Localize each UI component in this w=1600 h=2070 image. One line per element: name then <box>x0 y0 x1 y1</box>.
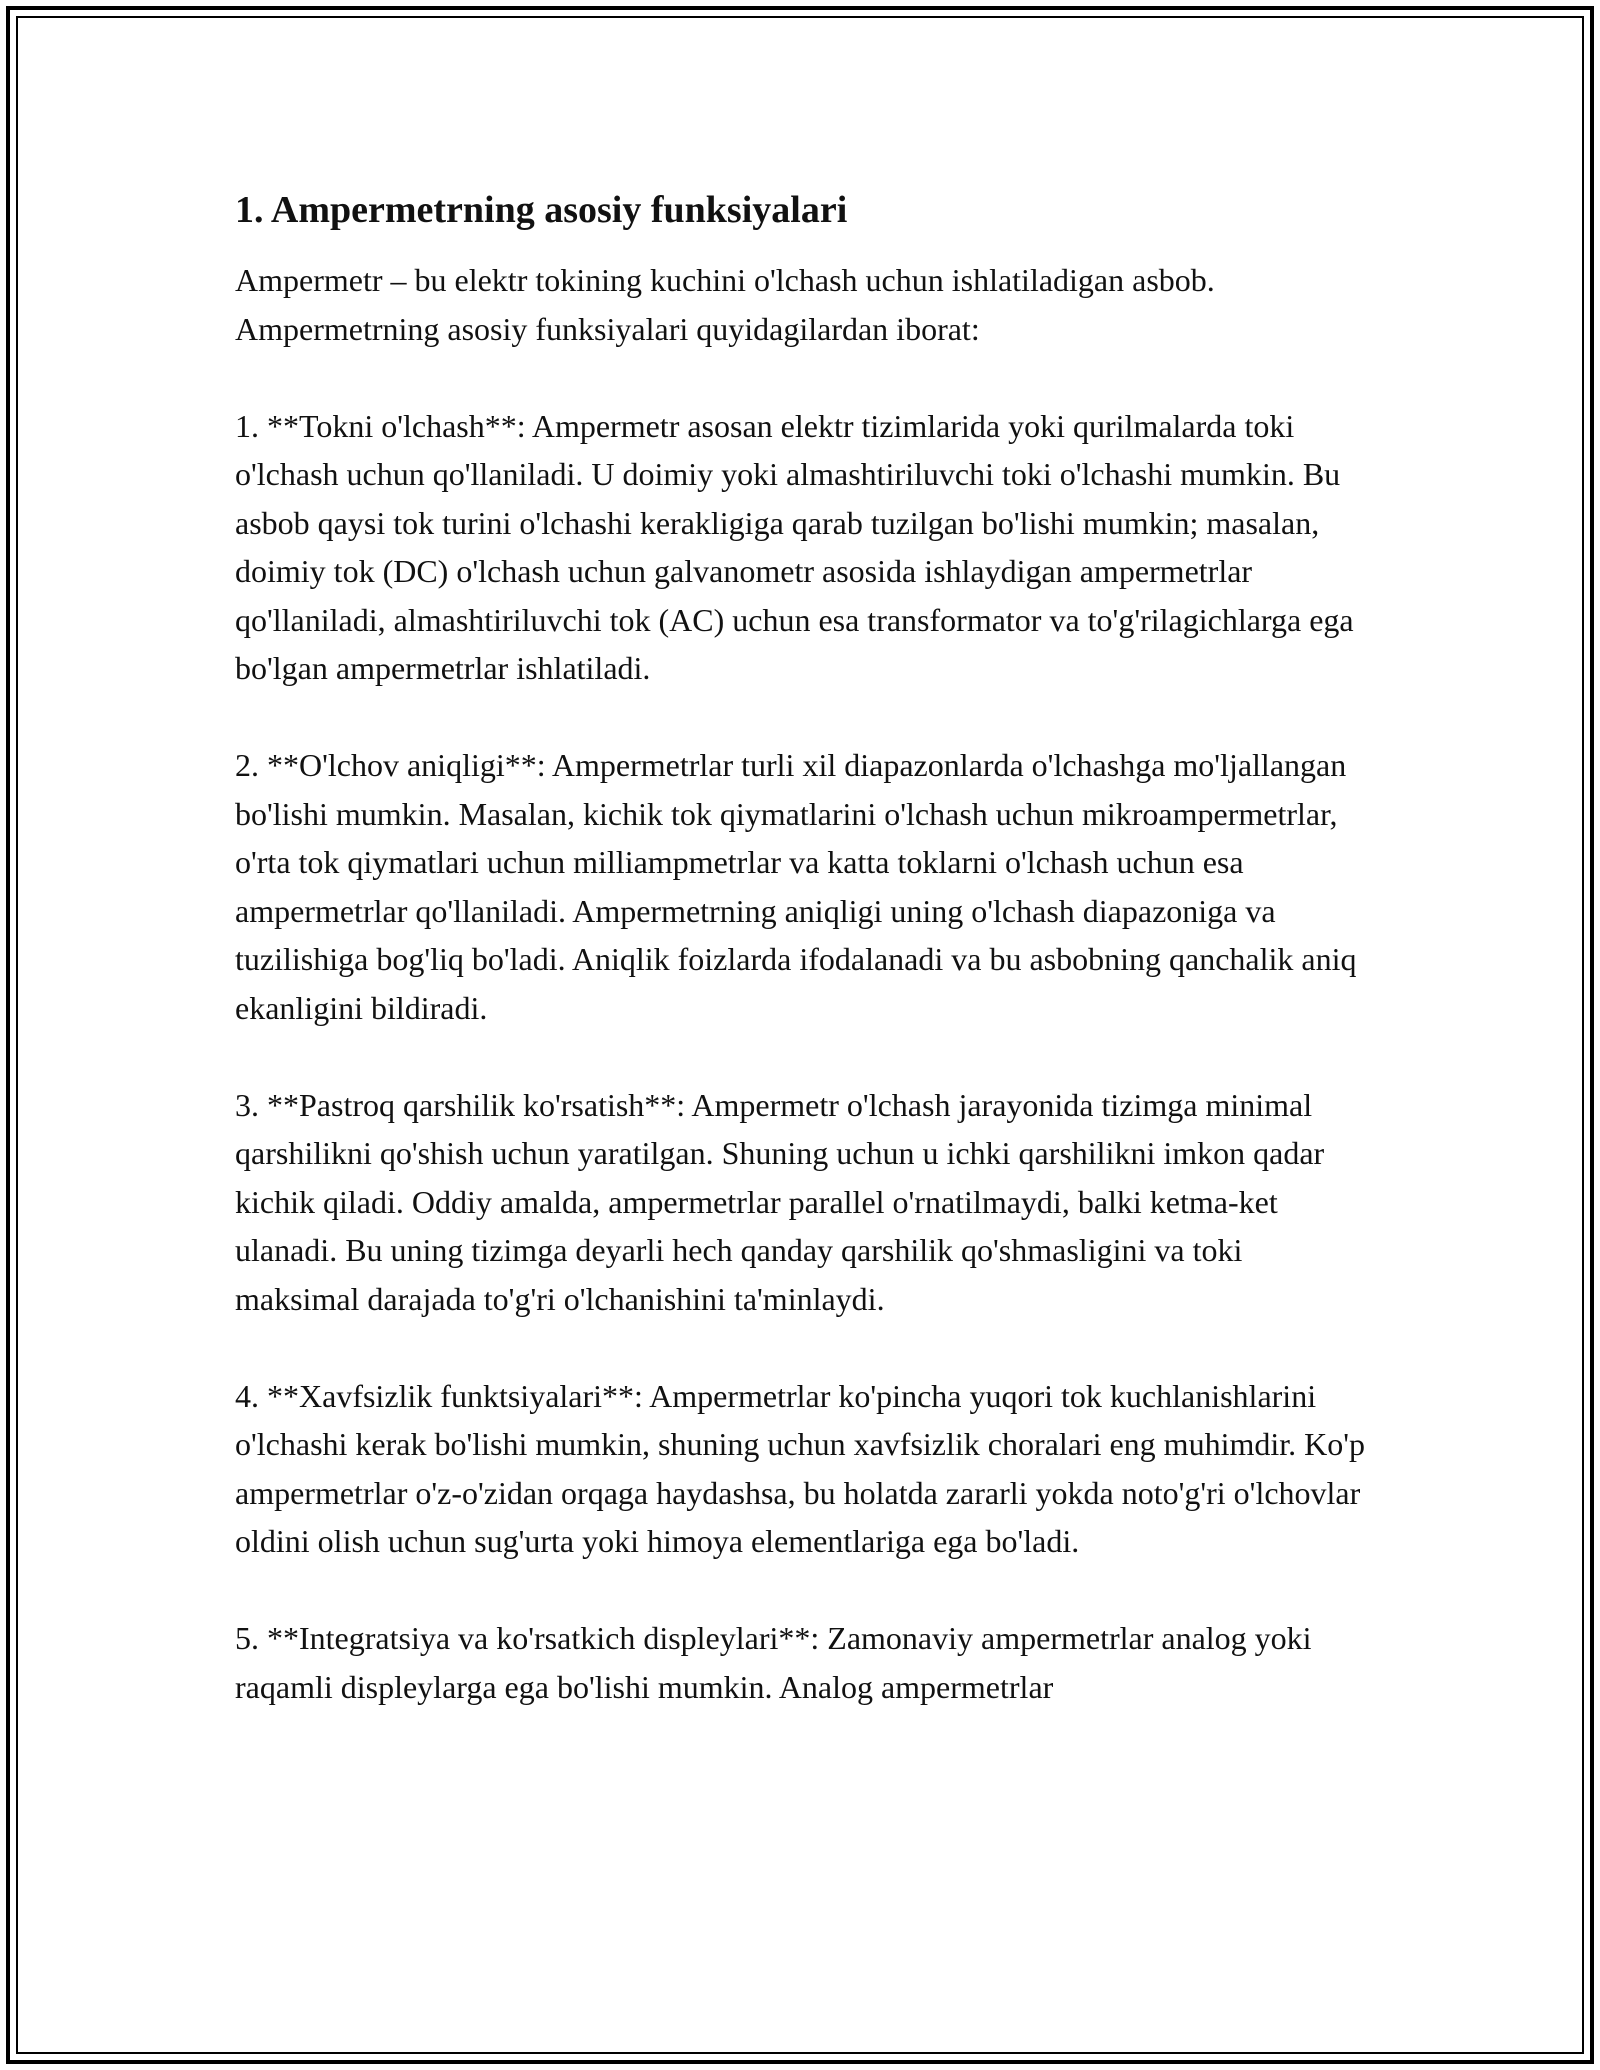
intro-paragraph: Ampermetr – bu elektr tokining kuchini o'lchash uchun ishlatiladigan asbob. Ampermetrning asosiy funksiyalari quyidagilardan iborat: <box>235 262 1215 347</box>
list-item: 3. **Pastroq qarshilik ko'rsatish**: Ampermetr o'lchash jarayonida tizimga minimal qarshilikni qo'shish uchun yaratilgan. Shuning uchun u ichki qarshilikni imkon qadar kichik qiladi. Oddiy amalda, ampermetrlar parallel o'rnatilmaydi, balki ketma-ket ulanadi. Bu uning tizimga deyarli hech qanday qarshilik qo'shmasligini va toki maksimal darajada to'g'ri o'lchanishini ta'minlaydi. <box>235 1086 1325 1317</box>
list-item: 1. **Tokni o'lchash**: Ampermetr asosan elektr tizimlarida yoki qurilmalarda toki o'lchash uchun qo'llaniladi. U doimiy yoki almashtiriluvchi toki o'lchashi mumkin. Bu asbob qaysi tok turini o'lchashi kerakligiga qarab tuzilgan bo'lishi mumkin; masalan, doimiy tok (DC) o'lchash uchun galvanometr asosida ishlaydigan ampermetrlar qo'llaniladi, almashtiriluvchi tok (AC) uchun esa transformator va to'g'rilagichlarga ega bo'lgan ampermetrlar ishlatiladi. <box>235 407 1354 686</box>
list-item: 2. **O'lchov aniqligi**: Ampermetrlar turli xil diapazonlarda o'lchashga mo'ljallangan bo'lishi mumkin. Masalan, kichik tok qiymatlarini o'lchash uchun mikroampermetrlar, o'rta tok qiymatlari uchun milliampmetrlar va katta toklarni o'lchash uchun esa ampermetrlar qo'llaniladi. Ampermetrning aniqligi uning o'lchash diapazoniga va tuzilishiga bog'liq bo'ladi. Aniqlik foizlarda ifodalanadi va bu asbobning qanchalik aniq ekanligini bildiradi. <box>235 747 1357 1026</box>
document-body <box>235 186 1365 1711</box>
section-heading: 1. Ampermetrning asosiy funksiyalari <box>235 189 848 231</box>
list-item: 4. **Xavfsizlik funktsiyalari**: Ampermetrlar ko'pincha yuqori tok kuchlanishlarini o'lchashi kerak bo'lishi mumkin, shuning uchun xavfsizlik choralari eng muhimdir. Ko'p ampermetrlar o'z-o'zidan orqaga haydashsa, bu holatda zararli yokda noto'g'ri o'lchovlar oldini olish uchun sug'urta yoki himoya elementlariga ega bo'ladi. <box>235 1377 1365 1559</box>
list-item: 5. **Integratsiya va ko'rsatkich displeylari**: Zamonaviy ampermetrlar analog yoki raqamli displeylarga ega bo'lishi mumkin. Analog ampermetrlar <box>235 1620 1312 1705</box>
